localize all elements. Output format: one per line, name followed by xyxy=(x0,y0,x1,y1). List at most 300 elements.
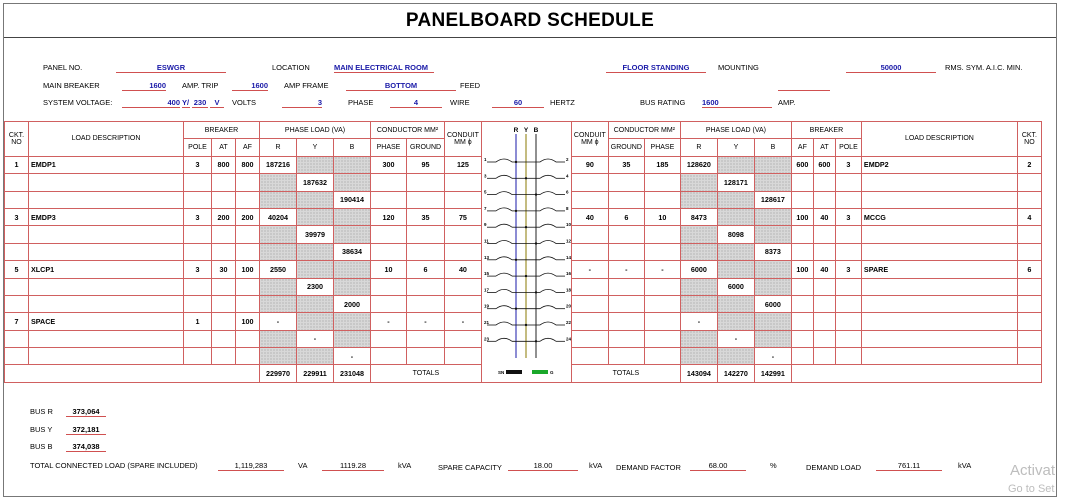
conductor-phase: - xyxy=(371,313,407,330)
ckt-no-right xyxy=(1017,278,1041,295)
at-right xyxy=(813,330,835,347)
at-right xyxy=(813,174,835,191)
circuit-number-left: 17 xyxy=(484,287,490,293)
af-right xyxy=(791,348,813,365)
load-y xyxy=(297,156,334,173)
circuit-number-left: 1 xyxy=(484,157,487,162)
pole xyxy=(184,330,212,347)
load-y-right: 6000 xyxy=(717,278,754,295)
circuit-number-left: 11 xyxy=(484,238,490,244)
amp-label: AMP. xyxy=(778,98,796,107)
b-header-right: B xyxy=(754,139,791,156)
load-description xyxy=(29,191,184,208)
load-b xyxy=(334,330,371,347)
bus-rating-value: 1600 xyxy=(702,98,772,108)
left-breaker-arc xyxy=(496,257,512,260)
circuit-number-right: 24 xyxy=(566,336,572,342)
sn-label: SN xyxy=(498,370,505,375)
ckt-no xyxy=(5,191,29,208)
load-b xyxy=(334,278,371,295)
load-r-right xyxy=(680,278,717,295)
feed-label: FEED xyxy=(460,81,481,90)
conductor-ground-right xyxy=(608,278,644,295)
at xyxy=(212,191,236,208)
conductor-ground-right xyxy=(608,295,644,312)
load-description-right xyxy=(861,330,1017,347)
location-label: LOCATION xyxy=(272,63,310,72)
conductor-phase-right xyxy=(644,226,680,243)
schedule-table xyxy=(4,121,1042,383)
phase-load-header: PHASE LOAD (VA) xyxy=(260,122,371,139)
system-voltage-label: SYSTEM VOLTAGE: xyxy=(43,98,113,107)
circuit-number-right: 10 xyxy=(566,222,572,228)
load-y-right: - xyxy=(717,330,754,347)
title-bar xyxy=(4,4,1056,38)
load-r xyxy=(260,278,297,295)
load-r: 2550 xyxy=(260,261,297,278)
total-r-right: 143094 xyxy=(680,365,717,383)
ckt-no xyxy=(5,174,29,191)
totals-label: TOTALS xyxy=(371,365,482,383)
conductor-phase-right: 10 xyxy=(644,208,680,225)
kva-label: kVA xyxy=(398,461,412,470)
conductor-header: CONDUCTOR MM² xyxy=(371,122,445,139)
panel-no-label: PANEL NO. xyxy=(43,63,83,72)
total-connected-load-label: TOTAL CONNECTED LOAD (SPARE INCLUDED) xyxy=(30,461,198,470)
location-value: MAIN ELECTRICAL ROOM xyxy=(334,63,434,73)
va-label: VA xyxy=(298,461,308,470)
load-y xyxy=(297,208,334,225)
af-right xyxy=(791,243,813,260)
load-description-header-right: LOAD DESCRIPTION xyxy=(861,122,1017,157)
conductor-ground-right: 35 xyxy=(608,156,644,173)
ckt-no-header: CKT. NO xyxy=(5,122,29,157)
ckt-no: 1 xyxy=(5,156,29,173)
load-description xyxy=(29,174,184,191)
af-right: 100 xyxy=(791,261,813,278)
circuit-number-right: 6 xyxy=(566,189,569,195)
feed-value: BOTTOM xyxy=(346,81,456,91)
load-r xyxy=(260,174,297,191)
load-b-right: 8373 xyxy=(754,243,791,260)
pole-right: 3 xyxy=(835,208,861,225)
ckt-no-right xyxy=(1017,226,1041,243)
conductor-ground xyxy=(407,278,445,295)
main-breaker-label: MAIN BREAKER xyxy=(43,81,100,90)
ckt-no xyxy=(5,348,29,365)
af-right xyxy=(791,191,813,208)
load-r-right xyxy=(680,330,717,347)
left-breaker-arc xyxy=(496,338,512,341)
load-b-right xyxy=(754,261,791,278)
load-b xyxy=(334,156,371,173)
sn-bar xyxy=(506,370,522,374)
right-breaker-arc xyxy=(540,159,556,162)
af-right xyxy=(791,226,813,243)
bus-b-value: 374,038 xyxy=(66,442,106,452)
aic-label: RMS. SYM. A.I.C. MIN. xyxy=(945,63,1023,72)
bus-y-value: 372,181 xyxy=(66,425,106,435)
conductor-phase xyxy=(371,295,407,312)
conductor-phase: 300 xyxy=(371,156,407,173)
at xyxy=(212,278,236,295)
load-y-right xyxy=(717,295,754,312)
pole: 3 xyxy=(184,261,212,278)
pole-header: POLE xyxy=(184,139,212,156)
voltage-v-value: V xyxy=(210,98,224,108)
right-breaker-arc xyxy=(540,257,556,260)
circuit-number-right: 22 xyxy=(566,320,572,325)
at-right xyxy=(813,226,835,243)
load-description: XLCP1 xyxy=(29,261,184,278)
page-title: PANELBOARD SCHEDULE xyxy=(405,9,655,31)
ckt-no-right: 4 xyxy=(1017,208,1041,225)
pole-right xyxy=(835,330,861,347)
conductor-header-right: CONDUCTOR MM² xyxy=(608,122,680,139)
conductor-ground xyxy=(407,295,445,312)
at: 30 xyxy=(212,261,236,278)
af-right xyxy=(791,330,813,347)
ckt-no-right xyxy=(1017,243,1041,260)
pole-right xyxy=(835,348,861,365)
conductor-ground xyxy=(407,348,445,365)
right-breaker-arc xyxy=(540,241,556,244)
conduit-right xyxy=(571,226,608,243)
load-description: EMDP1 xyxy=(29,156,184,173)
load-r: - xyxy=(260,313,297,330)
pole xyxy=(184,191,212,208)
load-description xyxy=(29,330,184,347)
ckt-no-right: 2 xyxy=(1017,156,1041,173)
load-description-right xyxy=(861,313,1017,330)
phase-value: 3 xyxy=(282,98,322,108)
left-breaker-arc xyxy=(496,224,512,227)
load-y-right: 128171 xyxy=(717,174,754,191)
total-y-right: 142270 xyxy=(717,365,754,383)
right-breaker-arc xyxy=(540,322,556,325)
bus-diagram xyxy=(482,122,570,380)
phase-load-header-right: PHASE LOAD (VA) xyxy=(680,122,791,139)
load-description-right: SPARE xyxy=(861,261,1017,278)
load-description xyxy=(29,243,184,260)
pole: 1 xyxy=(184,313,212,330)
at-right xyxy=(813,278,835,295)
ckt-no xyxy=(5,226,29,243)
circuit-number-left: 21 xyxy=(484,320,490,325)
load-description-right xyxy=(861,278,1017,295)
conductor-ground xyxy=(407,330,445,347)
conduit-right xyxy=(571,348,608,365)
conductor-phase xyxy=(371,330,407,347)
conduit: - xyxy=(445,313,482,330)
load-y: 2300 xyxy=(297,278,334,295)
right-breaker-arc xyxy=(540,289,556,292)
conduit xyxy=(445,278,482,295)
pole xyxy=(184,226,212,243)
load-r: 187216 xyxy=(260,156,297,173)
conductor-ground-right: 6 xyxy=(608,208,644,225)
r-header: R xyxy=(260,139,297,156)
left-breaker-arc xyxy=(496,273,512,276)
conductor-ground: 95 xyxy=(407,156,445,173)
g-label: G xyxy=(550,370,554,375)
load-b-right xyxy=(754,330,791,347)
blank-field xyxy=(778,81,830,91)
at: 800 xyxy=(212,156,236,173)
pole-header-right: POLE xyxy=(835,139,861,156)
load-b xyxy=(334,313,371,330)
conductor-phase xyxy=(371,226,407,243)
left-breaker-arc xyxy=(496,241,512,244)
load-b xyxy=(334,208,371,225)
load-y xyxy=(297,295,334,312)
pole-right: 3 xyxy=(835,156,861,173)
left-breaker-arc xyxy=(496,306,512,309)
voltage-y-value: Y/ xyxy=(182,98,190,107)
ckt-no-header-right: CKT. NO xyxy=(1017,122,1041,157)
load-description-right xyxy=(861,295,1017,312)
conductor-ground-right: - xyxy=(608,261,644,278)
pole xyxy=(184,243,212,260)
circuit-number-right: 20 xyxy=(566,303,572,309)
bus-r-value: 373,064 xyxy=(66,407,106,417)
ckt-no: 5 xyxy=(5,261,29,278)
phase-conductor-header: PHASE xyxy=(371,139,407,156)
right-breaker-arc xyxy=(540,208,556,211)
load-r xyxy=(260,226,297,243)
pole xyxy=(184,278,212,295)
ckt-no xyxy=(5,295,29,312)
load-r xyxy=(260,295,297,312)
bus-r-label: BUS R xyxy=(30,407,53,416)
conductor-ground xyxy=(407,191,445,208)
circuit-number-right: 12 xyxy=(566,238,572,244)
load-y-right: 8098 xyxy=(717,226,754,243)
conduit xyxy=(445,174,482,191)
amp-frame-label: AMP FRAME xyxy=(284,81,329,90)
left-breaker-arc xyxy=(496,289,512,292)
ckt-no-right: 6 xyxy=(1017,261,1041,278)
circuit-number-left: 19 xyxy=(484,303,490,309)
left-breaker-arc xyxy=(496,175,512,178)
load-r-right xyxy=(680,191,717,208)
af-right xyxy=(791,174,813,191)
total-r: 229970 xyxy=(260,365,297,383)
pole-right xyxy=(835,226,861,243)
y-header-right: Y xyxy=(717,139,754,156)
conductor-ground-right xyxy=(608,226,644,243)
load-b-right xyxy=(754,313,791,330)
pole: 3 xyxy=(184,208,212,225)
load-y-right xyxy=(717,243,754,260)
load-description: SPACE xyxy=(29,313,184,330)
conductor-phase xyxy=(371,174,407,191)
conductor-phase-right xyxy=(644,278,680,295)
at xyxy=(212,295,236,312)
load-r-right xyxy=(680,226,717,243)
load-b: 38634 xyxy=(334,243,371,260)
at-right xyxy=(813,348,835,365)
right-breaker-arc xyxy=(540,306,556,309)
conductor-phase-right xyxy=(644,174,680,191)
conductor-ground-right xyxy=(608,191,644,208)
spare-capacity-value: 18.00 xyxy=(508,461,578,471)
load-r-right: 6000 xyxy=(680,261,717,278)
voltage-ln-value: 230 xyxy=(193,98,207,107)
load-r-right xyxy=(680,348,717,365)
demand-load-label: DEMAND LOAD xyxy=(806,463,862,472)
load-y: 39979 xyxy=(297,226,334,243)
pole-right xyxy=(835,313,861,330)
amp-trip-value: 1600 xyxy=(122,81,166,91)
conduit xyxy=(445,191,482,208)
pole-right xyxy=(835,191,861,208)
conductor-phase-right xyxy=(644,191,680,208)
load-b: - xyxy=(334,348,371,365)
conduit-right xyxy=(571,313,608,330)
bus-r-label: R xyxy=(514,127,519,134)
circuit-number-right: 2 xyxy=(566,157,569,162)
left-breaker-arc xyxy=(496,322,512,325)
conduit-right xyxy=(571,191,608,208)
circuit-number-right: 4 xyxy=(566,173,569,179)
ckt-no-right xyxy=(1017,330,1041,347)
conductor-phase: 10 xyxy=(371,261,407,278)
ckt-no-right xyxy=(1017,348,1041,365)
demand-factor-value: 68.00 xyxy=(690,461,746,471)
conduit-right xyxy=(571,174,608,191)
ckt-no-right xyxy=(1017,313,1041,330)
bus-rating-label: BUS RATING xyxy=(640,98,686,107)
hertz-value: 60 xyxy=(492,98,544,108)
load-r xyxy=(260,330,297,347)
load-description xyxy=(29,226,184,243)
load-r-right xyxy=(680,295,717,312)
ckt-no: 3 xyxy=(5,208,29,225)
ckt-no xyxy=(5,243,29,260)
af xyxy=(236,174,260,191)
conduit xyxy=(445,226,482,243)
breaker-header: BREAKER xyxy=(184,122,260,139)
ckt-no-right xyxy=(1017,295,1041,312)
af xyxy=(236,295,260,312)
conduit-header: CONDUIT MM ϕ xyxy=(445,122,482,157)
at-right xyxy=(813,191,835,208)
conductor-phase xyxy=(371,191,407,208)
b-header: B xyxy=(334,139,371,156)
circuit-number-left: 15 xyxy=(484,271,490,277)
load-r-right: 8473 xyxy=(680,208,717,225)
y-header: Y xyxy=(297,139,334,156)
pole-right xyxy=(835,295,861,312)
spare-capacity-label: SPARE CAPACITY xyxy=(438,463,502,472)
load-description-right xyxy=(861,348,1017,365)
load-b-right xyxy=(754,226,791,243)
panel-no-value: ESWGR xyxy=(116,63,226,73)
pole-right xyxy=(835,278,861,295)
load-r-right xyxy=(680,243,717,260)
total-b: 231048 xyxy=(334,365,371,383)
conductor-ground: 6 xyxy=(407,261,445,278)
at xyxy=(212,174,236,191)
load-r-right: 128620 xyxy=(680,156,717,173)
af: 100 xyxy=(236,313,260,330)
load-b-right xyxy=(754,208,791,225)
load-y xyxy=(297,348,334,365)
conductor-ground-right xyxy=(608,330,644,347)
bus-diagram-cell xyxy=(481,122,571,383)
load-b: 190414 xyxy=(334,191,371,208)
circuit-number-left: 23 xyxy=(484,336,490,342)
pole xyxy=(184,295,212,312)
conductor-phase xyxy=(371,278,407,295)
conductor-phase xyxy=(371,243,407,260)
demand-kva-label: kVA xyxy=(958,461,972,470)
demand-load-value: 761.11 xyxy=(876,461,942,471)
pole-right xyxy=(835,243,861,260)
af: 100 xyxy=(236,261,260,278)
pole xyxy=(184,348,212,365)
volts-label: VOLTS xyxy=(232,98,257,107)
circuit-number-right: 8 xyxy=(566,205,569,211)
r-header-right: R xyxy=(680,139,717,156)
voltage-ll-value: 400 xyxy=(122,98,180,108)
af-right xyxy=(791,278,813,295)
load-y-right xyxy=(717,208,754,225)
load-description-right: MCCG xyxy=(861,208,1017,225)
load-r xyxy=(260,348,297,365)
conductor-ground xyxy=(407,243,445,260)
circuit-number-right: 16 xyxy=(566,271,572,277)
conduit xyxy=(445,348,482,365)
at xyxy=(212,330,236,347)
right-breaker-arc xyxy=(540,192,556,195)
at-right: 40 xyxy=(813,261,835,278)
load-r xyxy=(260,243,297,260)
spare-kva-label: kVA xyxy=(589,461,603,470)
mounting-label: MOUNTING xyxy=(718,63,759,72)
conduit-right xyxy=(571,243,608,260)
load-b xyxy=(334,226,371,243)
load-r xyxy=(260,191,297,208)
conductor-ground-right xyxy=(608,174,644,191)
af xyxy=(236,330,260,347)
circuit-number-left: 3 xyxy=(484,173,487,179)
amp-frame-value: 1600 xyxy=(232,81,268,91)
conductor-phase-right xyxy=(644,313,680,330)
ckt-no-right xyxy=(1017,191,1041,208)
at xyxy=(212,313,236,330)
right-breaker-arc xyxy=(540,273,556,276)
af-right: 100 xyxy=(791,208,813,225)
load-b-right: 128617 xyxy=(754,191,791,208)
conductor-phase-right xyxy=(644,243,680,260)
load-y xyxy=(297,243,334,260)
conductor-phase-right xyxy=(644,295,680,312)
conduit xyxy=(445,243,482,260)
conductor-ground-right xyxy=(608,348,644,365)
load-r-right xyxy=(680,174,717,191)
totals-blank-left xyxy=(5,365,260,383)
totals-label-right: TOTALS xyxy=(571,365,680,383)
circuit-number-left: 13 xyxy=(484,254,490,260)
watermark-line-2: Go to Set xyxy=(1008,483,1055,495)
amp-trip-label: AMP. TRIP xyxy=(182,81,219,90)
at xyxy=(212,226,236,243)
load-description-right xyxy=(861,174,1017,191)
at-right xyxy=(813,313,835,330)
phase-conductor-header-right: PHASE xyxy=(644,139,680,156)
